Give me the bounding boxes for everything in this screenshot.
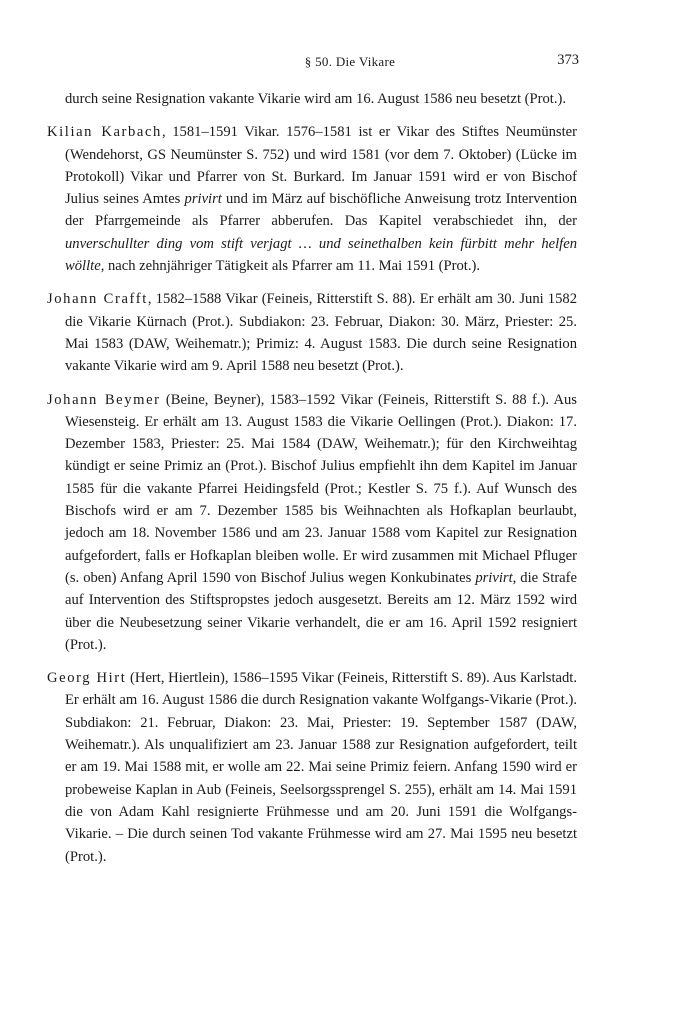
entry-text: (Beine, Beyner), 1583–1592 Vikar (Feineis, Ritterstift S. 88 f.). Aus Wiesensteig. Er erhält am 13. August 1583 die Vikarie Oellingen (Prot.). Diakon: 17. Dezember 1583, Priester: 25. Mai 1584 (DAW, Weihematr.); für den Kirchweihtag kündigt er seine Primiz an (Prot.). Bischof Julius empfiehlt ihn dem Kapitel im Januar 1585 für die vakante Pfarrei Heidingsfeld (Prot.; Kestler S. 75 f.). Auf Wunsch des Bischofs wird er am 7. Dezember 1585 bis Weihnachten als Hofkaplan beurlaubt, jedoch am 18. November 1586 und am 23. Januar 1588 vom Kapitel zur Resignation aufgefordert, falls er Hofkaplan bleiben wolle. Er wird zusammen mit Michael Pfluger (s. oben) Anfang April 1590 von Bischof Julius wegen Konkubinates <box>65 391 577 586</box>
entry-name: Johann Beymer <box>47 391 161 408</box>
entry-continuation <box>47 88 577 110</box>
page-header <box>0 52 700 72</box>
entry-text: (Hert, Hiertlein), 1586–1595 Vikar (Feineis, Ritterstift S. 89). Aus Karlstadt. Er erhält am 16. August 1586 die durch Resignation vakante Wolfgangs-Vikarie (Prot.). Subdiakon: 21. Februar, Diakon: 23. Mai, Priester: 19. September 1587 (DAW, Weihematr.). Als unqualifiziert am 23. Januar 1588 zur Resignation aufgefordert, teilt er am 19. Mai 1588 mit, er wolle am 22. Mai seine Primiz feiern. Anfang 1590 wird er probeweise Kaplan in Aub (Feineis, Seelsorgssprengel S. 255), erhält am 14. Mai 1591 die von Adam Kahl resignierte Frühmesse und am 20. Juni 1591 die Wolfgangs-Vikarie. – Die durch seinen Tod vakante Frühmesse wird am 27. Mai 1595 neu besetzt (Prot.). <box>65 670 577 865</box>
entry-kilian-karbach <box>47 121 577 277</box>
entry-text: , die Strafe auf Intervention des Stiftspropstes jedoch ausgesetzt. Bereits am 12. März 1592 wird über die Neubesetzung seiner Vikarie verhandelt, die er am 16. April 1592 resigniert (Prot.). <box>65 569 577 653</box>
entry-italic-quote: unverschullter ding vom stift verjagt … und seinethalben kein fürbitt mehr helfen wöllte <box>65 235 577 275</box>
entry-text: , nach zehnjähriger Tätigkeit als Pfarrer am 11. Mai 1591 (Prot.). <box>100 258 481 275</box>
entry-italic-term: privirt <box>184 191 222 208</box>
entry-text: und im März auf bischöfliche Anweisung trotz Intervention der Pfarrgemeinde als Pfarrer abberufen. Das Kapitel verabschiedet ihn, der <box>65 191 577 230</box>
entry-georg-hirt <box>47 667 577 868</box>
body-text <box>47 88 577 879</box>
running-head: § 50. Die Vikare <box>304 54 396 69</box>
entry-johann-crafft <box>47 288 577 377</box>
entry-name: Kilian Karbach <box>47 124 162 141</box>
entry-text: , 1581–1591 Vikar. 1576–1581 ist er Vikar des Stiftes Neumünster (Wendehorst, GS Neumünster S. 752) und wird 1581 (vor dem 7. Oktober) (Lücke im Protokoll) Vikar und Pfarrer von St. Burkard. Im Januar 1591 wird er von Bischof Julius seines Amtes <box>65 124 577 208</box>
entry-italic-term: privirt <box>475 569 513 586</box>
entry-johann-beymer <box>47 389 577 657</box>
entry-text: durch seine Resignation vakante Vikarie wird am 16. August 1586 neu besetzt (Prot.). <box>65 91 567 107</box>
entry-name: Johann Crafft <box>47 291 148 308</box>
page-number: 373 <box>557 52 579 68</box>
entry-text: , 1582–1588 Vikar (Feineis, Ritterstift S. 88). Er erhält am 30. Juni 1582 die Vikarie Kürnach (Prot.). Subdiakon: 23. Februar, Diakon: 30. März, Priester: 25. Mai 1583 (DAW, Weihematr.); Primiz: 4. August 1583. Die durch seine Resignation vakante Vikarie wird am 9. April 1588 neu besetzt (Prot.). <box>65 291 577 375</box>
entry-name: Georg Hirt <box>47 670 127 687</box>
